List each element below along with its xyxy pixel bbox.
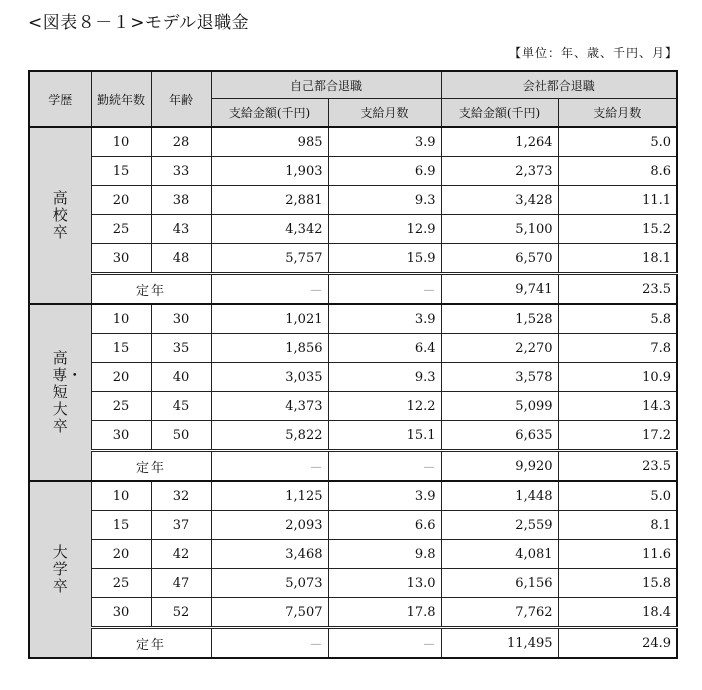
age-cell: 50 (151, 421, 211, 451)
years-cell: 10 (91, 127, 151, 157)
voluntary-amount-cell: 1,125 (211, 481, 328, 511)
header-voluntary-months: 支給月数 (328, 99, 441, 128)
age-cell: 33 (151, 157, 211, 186)
age-cell: 42 (151, 540, 211, 569)
teinen-row (29, 274, 677, 305)
table-row (29, 186, 677, 215)
voluntary-months-cell: 9.3 (328, 186, 441, 215)
table-row (29, 363, 677, 392)
company-amount-cell: 11,495 (441, 628, 558, 659)
years-cell: 20 (91, 186, 151, 215)
teinen-label: 定年 (91, 274, 211, 305)
voluntary-amount-cell: 1,903 (211, 157, 328, 186)
voluntary-months-cell: 6.6 (328, 511, 441, 540)
age-cell: 32 (151, 481, 211, 511)
company-months-cell: 10.9 (558, 363, 677, 392)
voluntary-months-cell: 3.9 (328, 304, 441, 334)
company-amount-cell: 1,528 (441, 304, 558, 334)
voluntary-months-cell: 12.9 (328, 215, 441, 244)
company-amount-cell: 9,920 (441, 451, 558, 482)
header-years: 勤続年数 (91, 71, 151, 127)
company-months-cell: 17.2 (558, 421, 677, 451)
table-row (29, 127, 677, 157)
group-label-text: 高専・短大卒 (52, 349, 83, 435)
years-cell: 15 (91, 511, 151, 540)
voluntary-amount-cell: － (211, 274, 328, 305)
header-company-months: 支給月数 (558, 99, 677, 128)
years-cell: 10 (91, 304, 151, 334)
age-cell: 52 (151, 598, 211, 628)
years-cell: 20 (91, 363, 151, 392)
age-cell: 37 (151, 511, 211, 540)
table-row (29, 540, 677, 569)
header-company-amount: 支給金額(千円) (441, 99, 558, 128)
voluntary-amount-cell: 5,757 (211, 244, 328, 274)
group-label (29, 127, 91, 304)
company-amount-cell: 3,578 (441, 363, 558, 392)
table-row (29, 215, 677, 244)
years-cell: 30 (91, 598, 151, 628)
header-school: 学歴 (29, 71, 91, 127)
voluntary-months-cell: 12.2 (328, 392, 441, 421)
voluntary-months-cell: 6.9 (328, 157, 441, 186)
voluntary-months-cell: 17.8 (328, 598, 441, 628)
group-label (29, 304, 91, 481)
company-months-cell: 14.3 (558, 392, 677, 421)
company-months-cell: 5.0 (558, 481, 677, 511)
company-amount-cell: 1,264 (441, 127, 558, 157)
company-months-cell: 5.0 (558, 127, 677, 157)
years-cell: 15 (91, 157, 151, 186)
age-cell: 47 (151, 569, 211, 598)
age-cell: 48 (151, 244, 211, 274)
table-row (29, 304, 677, 334)
voluntary-amount-cell: 4,373 (211, 392, 328, 421)
voluntary-amount-cell: 2,093 (211, 511, 328, 540)
header-voluntary: 自己都合退職 (211, 71, 441, 99)
table-row (29, 598, 677, 628)
table-row (29, 569, 677, 598)
age-cell: 28 (151, 127, 211, 157)
company-amount-cell: 2,270 (441, 334, 558, 363)
voluntary-amount-cell: 4,342 (211, 215, 328, 244)
voluntary-amount-cell: 7,507 (211, 598, 328, 628)
table-row (29, 481, 677, 511)
age-cell: 45 (151, 392, 211, 421)
company-months-cell: 5.8 (558, 304, 677, 334)
voluntary-months-cell: 9.3 (328, 363, 441, 392)
company-amount-cell: 5,100 (441, 215, 558, 244)
voluntary-months-cell: － (328, 628, 441, 659)
company-months-cell: 18.1 (558, 244, 677, 274)
company-amount-cell: 6,156 (441, 569, 558, 598)
unit-note: 【単位：年、歳、千円、月】 (508, 46, 678, 60)
page-title: <図表８－１>モデル退職金 (28, 13, 250, 33)
company-amount-cell: 6,635 (441, 421, 558, 451)
teinen-row (29, 451, 677, 482)
company-months-cell: 8.1 (558, 511, 677, 540)
voluntary-amount-cell: 2,881 (211, 186, 328, 215)
age-cell: 43 (151, 215, 211, 244)
company-amount-cell: 2,559 (441, 511, 558, 540)
age-cell: 38 (151, 186, 211, 215)
voluntary-amount-cell: 1,021 (211, 304, 328, 334)
company-amount-cell: 7,762 (441, 598, 558, 628)
table-row (29, 511, 677, 540)
years-cell: 25 (91, 569, 151, 598)
company-amount-cell: 6,570 (441, 244, 558, 274)
company-amount-cell: 2,373 (441, 157, 558, 186)
voluntary-amount-cell: 5,822 (211, 421, 328, 451)
teinen-row (29, 628, 677, 659)
voluntary-amount-cell: 1,856 (211, 334, 328, 363)
teinen-label: 定年 (91, 628, 211, 659)
group-label-text: 高校卒 (52, 189, 68, 241)
header-company: 会社都合退職 (441, 71, 677, 99)
voluntary-amount-cell: － (211, 628, 328, 659)
company-amount-cell: 3,428 (441, 186, 558, 215)
company-amount-cell: 4,081 (441, 540, 558, 569)
voluntary-amount-cell: 3,035 (211, 363, 328, 392)
company-months-cell: 23.5 (558, 451, 677, 482)
voluntary-months-cell: 15.1 (328, 421, 441, 451)
voluntary-months-cell: 3.9 (328, 127, 441, 157)
company-months-cell: 11.1 (558, 186, 677, 215)
years-cell: 15 (91, 334, 151, 363)
table-row (29, 334, 677, 363)
company-months-cell: 18.4 (558, 598, 677, 628)
voluntary-amount-cell: － (211, 451, 328, 482)
voluntary-months-cell: 6.4 (328, 334, 441, 363)
company-amount-cell: 1,448 (441, 481, 558, 511)
table-row (29, 157, 677, 186)
voluntary-months-cell: 9.8 (328, 540, 441, 569)
voluntary-months-cell: 13.0 (328, 569, 441, 598)
years-cell: 25 (91, 392, 151, 421)
age-cell: 40 (151, 363, 211, 392)
years-cell: 30 (91, 244, 151, 274)
teinen-label: 定年 (91, 451, 211, 482)
age-cell: 35 (151, 334, 211, 363)
company-amount-cell: 9,741 (441, 274, 558, 305)
years-cell: 10 (91, 481, 151, 511)
voluntary-months-cell: － (328, 451, 441, 482)
voluntary-amount-cell: 985 (211, 127, 328, 157)
age-cell: 30 (151, 304, 211, 334)
group-label (29, 481, 91, 658)
retirement-allowance-table (28, 70, 678, 659)
years-cell: 25 (91, 215, 151, 244)
company-months-cell: 15.8 (558, 569, 677, 598)
voluntary-months-cell: 3.9 (328, 481, 441, 511)
company-amount-cell: 5,099 (441, 392, 558, 421)
company-months-cell: 24.9 (558, 628, 677, 659)
group-label-text: 大学卒 (52, 543, 68, 595)
voluntary-amount-cell: 3,468 (211, 540, 328, 569)
table-row (29, 244, 677, 274)
header-voluntary-amount: 支給金額(千円) (211, 99, 328, 128)
company-months-cell: 23.5 (558, 274, 677, 305)
header-age: 年齢 (151, 71, 211, 127)
company-months-cell: 15.2 (558, 215, 677, 244)
company-months-cell: 11.6 (558, 540, 677, 569)
company-months-cell: 7.8 (558, 334, 677, 363)
years-cell: 20 (91, 540, 151, 569)
voluntary-months-cell: － (328, 274, 441, 305)
years-cell: 30 (91, 421, 151, 451)
company-months-cell: 8.6 (558, 157, 677, 186)
voluntary-months-cell: 15.9 (328, 244, 441, 274)
table-row (29, 421, 677, 451)
voluntary-amount-cell: 5,073 (211, 569, 328, 598)
table-row (29, 392, 677, 421)
